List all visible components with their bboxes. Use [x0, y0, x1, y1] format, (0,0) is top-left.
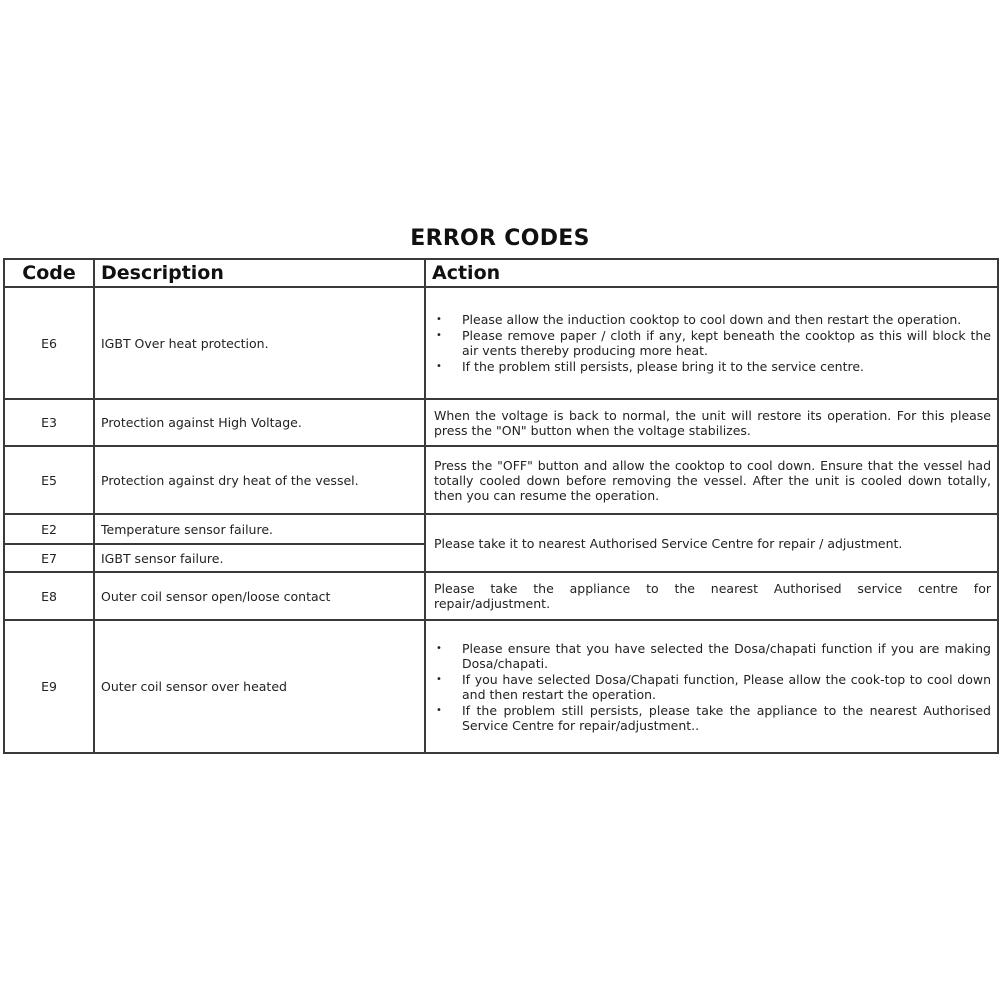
error-code: E6	[4, 287, 94, 399]
action-bullet: • If the problem still persists, please take the appliance to the nearest Authorised Service Centre for repair/adjustment..	[434, 703, 991, 733]
table-header-row	[4, 259, 998, 287]
error-description: Temperature sensor failure.	[94, 514, 425, 544]
error-action: When the voltage is back to normal, the unit will restore its operation. For this please press the "ON" button when the voltage stabilizes.	[425, 399, 998, 446]
error-code: E3	[4, 399, 94, 446]
error-description: IGBT Over heat protection.	[94, 287, 425, 399]
page-title: ERROR CODES	[410, 226, 590, 251]
error-action: Please take it to nearest Authorised Service Centre for repair / adjustment.	[425, 514, 998, 572]
header-action: Action	[425, 259, 998, 287]
table-row	[4, 620, 998, 753]
error-description: Outer coil sensor open/loose contact	[94, 572, 425, 620]
error-action	[425, 287, 998, 399]
action-bullet: • Please ensure that you have selected the Dosa/chapati function if you are making Dosa/chapati.	[434, 641, 991, 671]
error-action	[425, 620, 998, 753]
action-bullet: • Please remove paper / cloth if any, kept beneath the cooktop as this will block the air vents thereby producing more heat.	[434, 328, 991, 358]
action-bullet: • Please allow the induction cooktop to cool down and then restart the operation.	[434, 312, 991, 327]
table-row	[4, 399, 998, 446]
table-row	[4, 572, 998, 620]
table-row	[4, 446, 998, 514]
error-description: Protection against dry heat of the vessel.	[94, 446, 425, 514]
error-code: E5	[4, 446, 94, 514]
table-row	[4, 287, 998, 399]
error-action: Please take the appliance to the nearest Authorised service centre for repair/adjustment.	[425, 572, 998, 620]
error-description: IGBT sensor failure.	[94, 544, 425, 572]
header-description: Description	[94, 259, 425, 287]
action-bullet: • If the problem still persists, please bring it to the service centre.	[434, 359, 991, 374]
error-description: Protection against High Voltage.	[94, 399, 425, 446]
error-code: E2	[4, 514, 94, 544]
header-code: Code	[4, 259, 94, 287]
error-description: Outer coil sensor over heated	[94, 620, 425, 753]
error-code: E7	[4, 544, 94, 572]
error-action: Press the "OFF" button and allow the cooktop to cool down. Ensure that the vessel had totally cooled down before removing the vessel. After the unit is cooled down totally, then you can resume the operation.	[425, 446, 998, 514]
error-code: E8	[4, 572, 94, 620]
table-row	[4, 514, 998, 544]
error-codes-table	[3, 258, 999, 754]
action-bullet: • If you have selected Dosa/Chapati function, Please allow the cook-top to cool down and then restart the operation.	[434, 672, 991, 702]
error-code: E9	[4, 620, 94, 753]
